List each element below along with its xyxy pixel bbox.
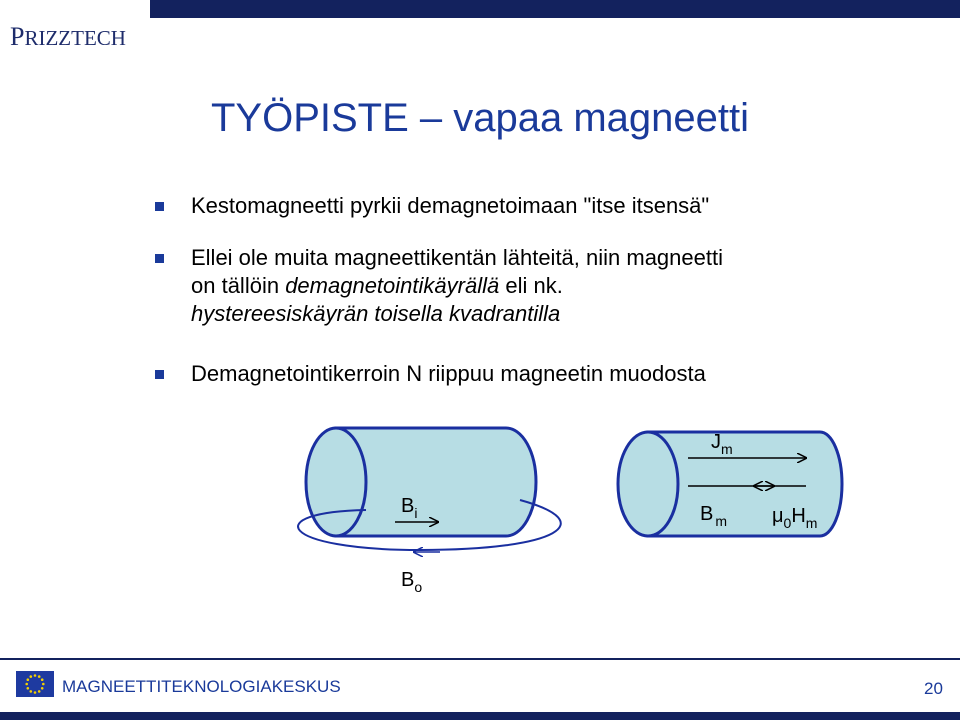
bullet-2-line-3-text: hystereesiskäyrän toisella kvadrantilla [191,301,561,326]
bm-label: B $_m$ [700,503,728,529]
bullet-2-line-1: Ellei ole muita magneettikentän lähteitä, niin magneetti [191,245,723,270]
footer-organization: MAGNEETTITEKNOLOGIAKESKUS [62,677,341,696]
bullet-3-text: Demagnetointikerroin N riippuu magneetin muodosta [191,361,706,386]
bullet-2-italic: demagnetointikäyrällä [285,273,500,298]
brand-rizz: RIZZ [24,26,72,50]
right-cylinder-end [618,432,678,536]
brand-p: P [10,22,25,51]
bullet-item-2 [155,244,723,328]
bullet-1-text: Kestomagneetti pyrkii demagnetoimaan "itse itsensä" [191,193,710,218]
left-cylinder-end [306,428,366,536]
footer-stripe [0,712,960,720]
slide-title: TYÖPISTE – vapaa magneetti [210,96,750,140]
footer-line [0,658,960,660]
mu0hm-label: $\mu_0H_m$ [772,505,818,531]
bullet-2-prefix: on tällöin [191,273,286,298]
bullet-2-line-2 [191,272,723,300]
top-banner [0,0,960,24]
eu-flag-stars [16,671,54,697]
bo-label: $B_o$ [401,569,423,595]
brand-tech: TECH [71,26,126,50]
jm-label: $J_m$ [711,431,733,457]
square-bullet-icon [155,254,164,263]
bullet-2-line-3 [157,300,723,328]
bullet-2-suffix: eli nk. [499,273,563,298]
logo-space [0,0,150,24]
square-bullet-icon [155,370,164,379]
top-stripe [150,0,960,18]
eu-flag-icon [16,671,54,697]
page-number: 20 [924,679,943,698]
square-bullet-icon [155,202,164,211]
right-cylinder [618,431,842,536]
left-cylinder [298,428,561,595]
bullet-item-3 [155,360,706,388]
bullet-item-1 [155,192,709,220]
brand-logo [10,22,126,52]
magnet-diagram [0,400,960,610]
bi-label: $B_i$ [401,495,418,521]
